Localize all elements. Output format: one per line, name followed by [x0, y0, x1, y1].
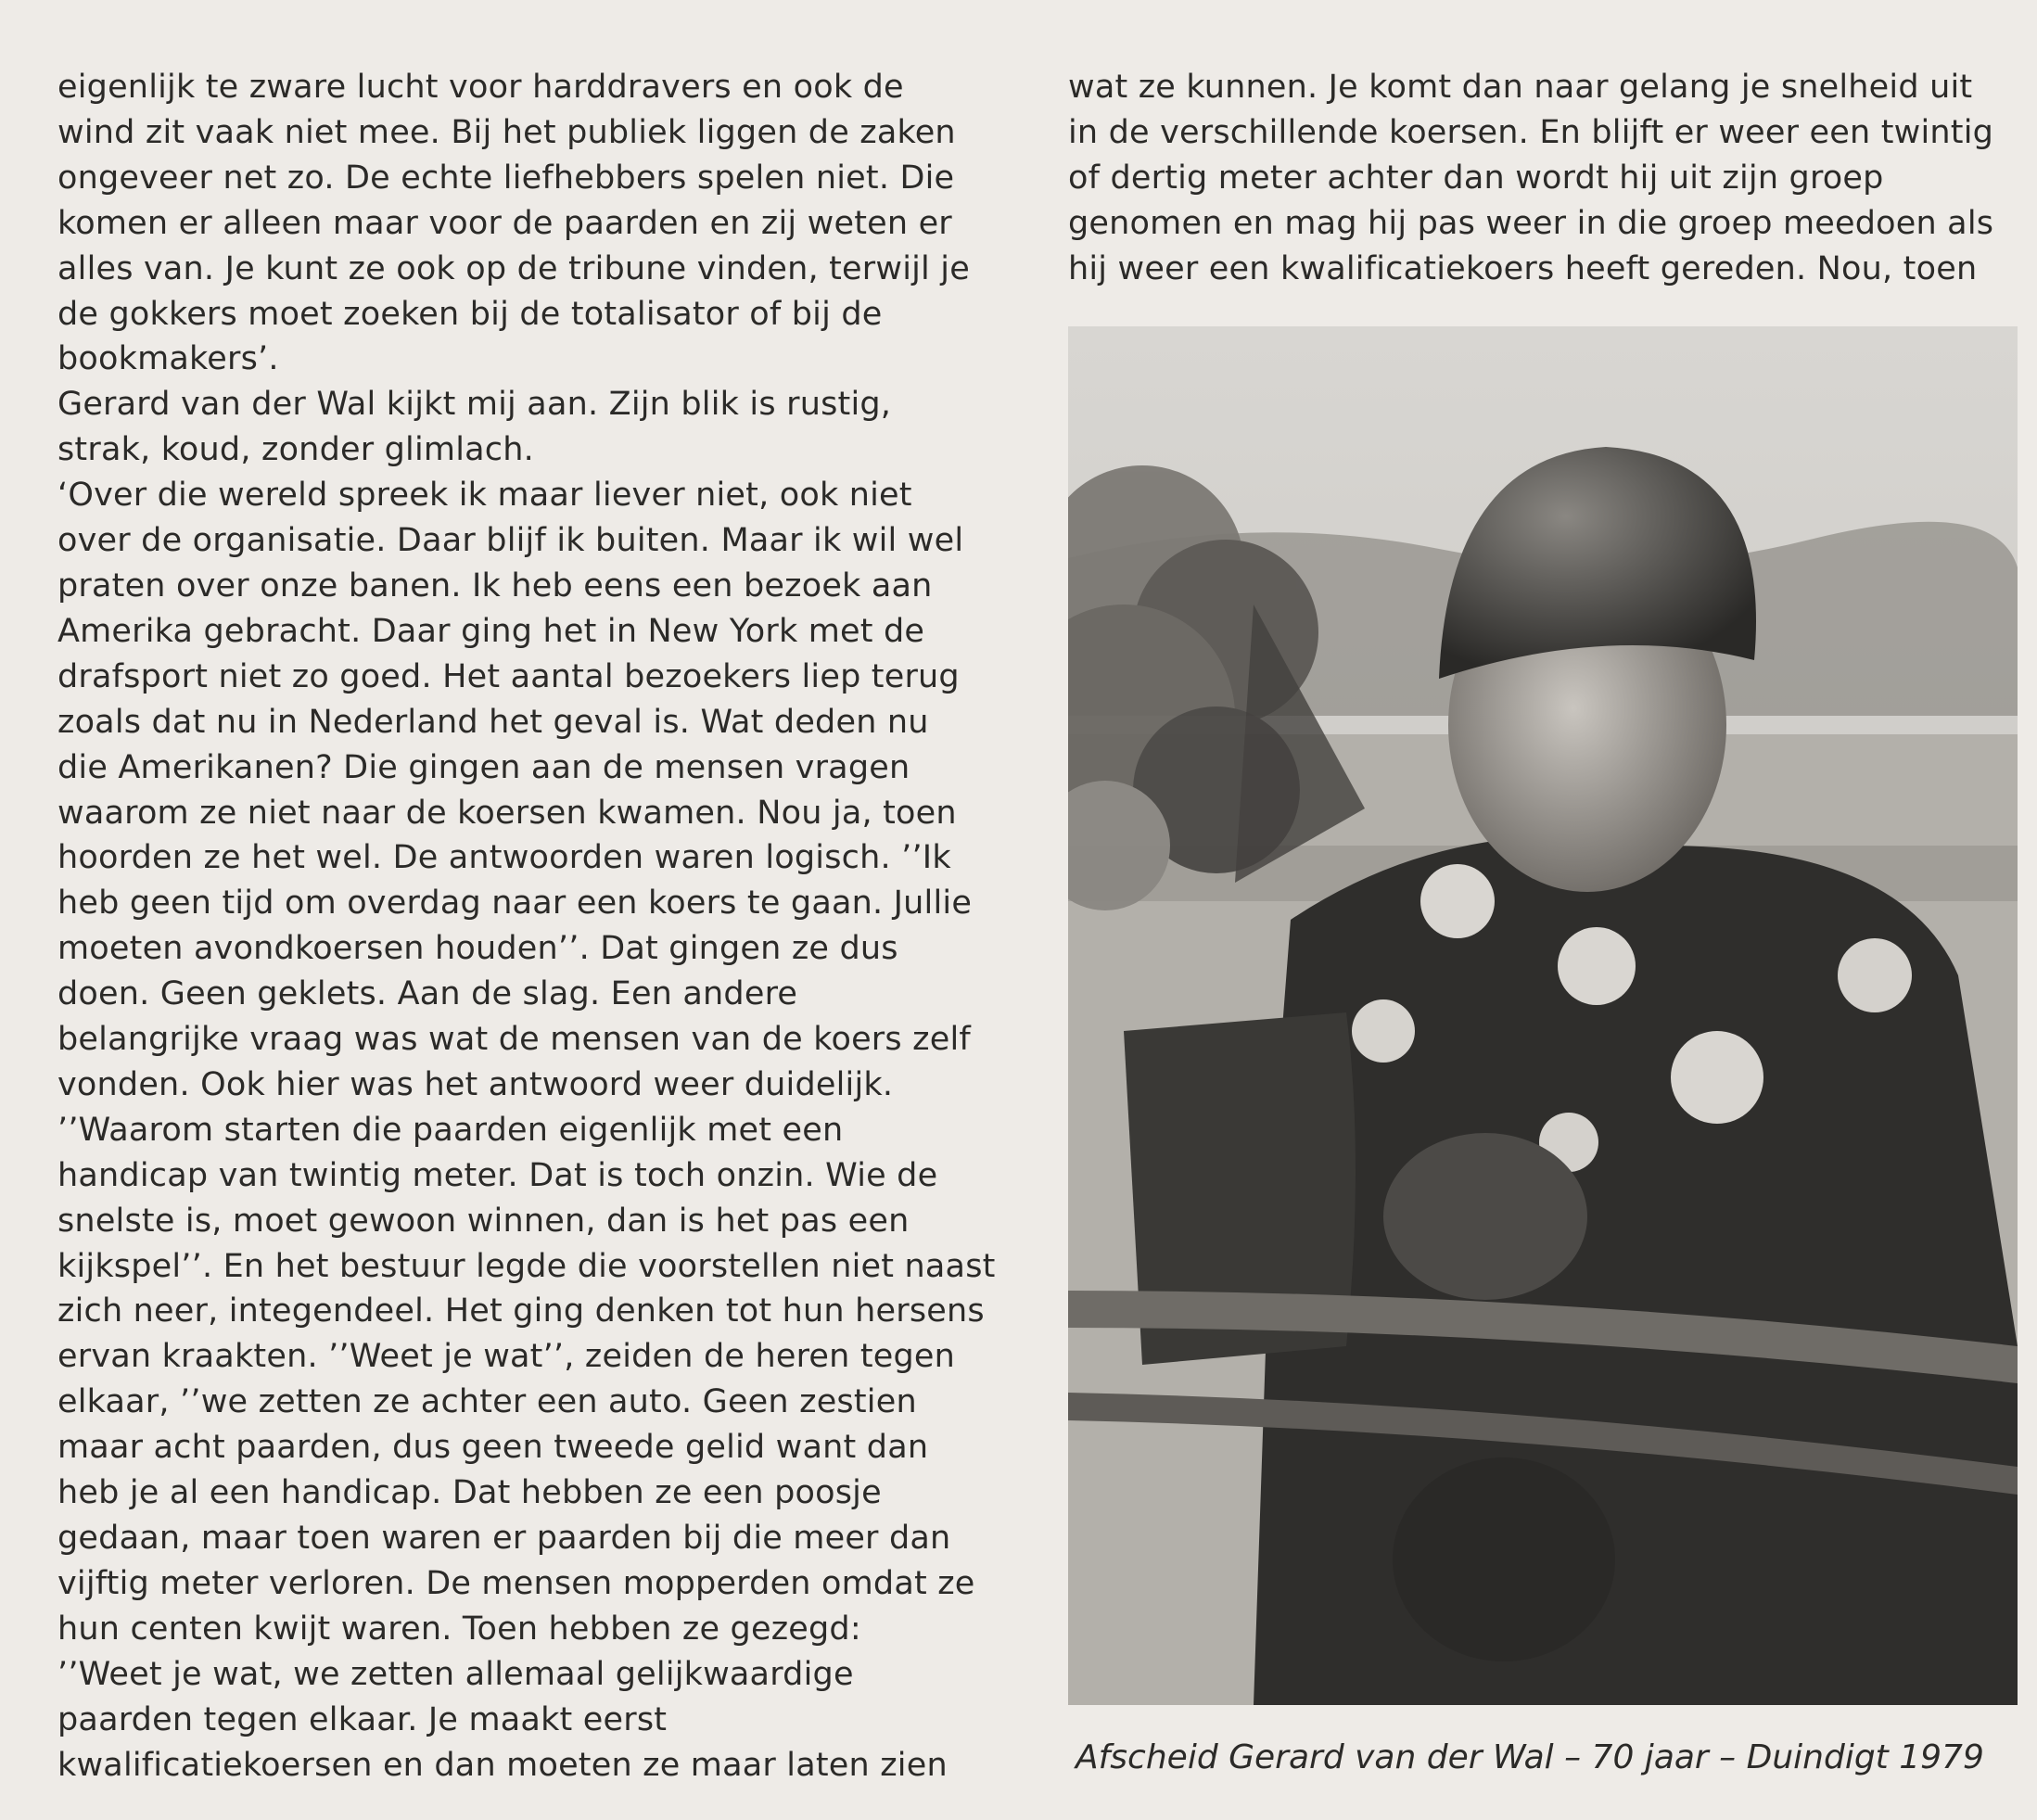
text-line: vonden. Ook hier was het antwoord weer duidelijk. [57, 1065, 894, 1103]
text-line: strak, koud, zonder glimlach. [57, 431, 534, 469]
text-line: zich neer, integendeel. Het ging denken tot hun hersens [57, 1292, 985, 1330]
text-line: waarom ze niet naar de koersen kwamen. Nou ja, toen [57, 794, 957, 832]
text-line: snelste is, moet gewoon winnen, dan is het pas een [57, 1202, 910, 1240]
text-line: heb je al een handicap. Dat hebben ze een poosje [57, 1474, 882, 1512]
text-line: genomen en mag hij pas weer in die groep meedoen als [1068, 204, 1994, 242]
text-line: praten over onze banen. Ik heb eens een bezoek aan [57, 566, 933, 605]
text-line: kwalificatiekoersen en dan moeten ze maar laten zien [57, 1746, 948, 1784]
text-line: handicap van twintig meter. Dat is toch onzin. Wie de [57, 1156, 938, 1194]
text-line: ’’Weet je wat, we zetten allemaal gelijkwaardige [57, 1655, 854, 1693]
text-line: hij weer een kwalificatiekoers heeft gereden. Nou, toen [1068, 249, 1978, 287]
text-line: wind zit vaak niet mee. Bij het publiek liggen de zaken [57, 113, 956, 151]
text-line: die Amerikanen? Die gingen aan de mensen vragen [57, 748, 910, 786]
text-line: of dertig meter achter dan wordt hij uit zijn groep [1068, 159, 1884, 197]
text-line: over de organisatie. Daar blijf ik buiten. Maar ik wil wel [57, 522, 964, 560]
text-line: vijftig meter verloren. De mensen mopperden omdat ze [57, 1564, 975, 1602]
text-line: Gerard van der Wal kijkt mij aan. Zijn blik is rustig, [57, 386, 892, 424]
text-line: moeten avondkoersen houden’’. Dat gingen ze dus [57, 930, 898, 968]
text-line: in de verschillende koersen. En blijft er weer een twintig [1068, 113, 1994, 151]
text-line: hun centen kwijt waren. Toen hebben ze gezegd: [57, 1610, 861, 1648]
text-line: belangrijke vraag was wat de mensen van de koers zelf [57, 1021, 971, 1059]
text-line: alles van. Je kunt ze ook op de tribune vinden, terwijl je [57, 249, 970, 287]
text-line: ervan kraakten. ’’Weet je wat’’, zeiden de heren tegen [57, 1338, 956, 1376]
text-line: maar acht paarden, dus geen tweede gelid want dan [57, 1429, 929, 1467]
text-line: Amerika gebracht. Daar ging het in New York met de [57, 612, 925, 650]
text-line: de gokkers moet zoeken bij de totalisator of bij de [57, 295, 883, 333]
text-line: paarden tegen elkaar. Je maakt eerst [57, 1700, 668, 1738]
text-line: wat ze kunnen. Je komt dan naar gelang je snelheid uit [1068, 69, 1973, 106]
driver-photo [1068, 326, 2018, 1705]
text-line: eigenlijk te zware lucht voor harddravers en ook de [57, 69, 904, 106]
text-line: ‘Over die wereld spreek ik maar liever niet, ook niet [57, 477, 912, 515]
text-line: doen. Geen geklets. Aan de slag. Een andere [57, 975, 798, 1013]
text-line: drafsport niet zo goed. Het aantal bezoekers liep terug [57, 657, 960, 695]
text-line: komen er alleen maar voor de paarden en zij weten er [57, 204, 952, 242]
text-line: hoorden ze het wel. De antwoorden waren logisch. ’’Ik [57, 839, 951, 877]
text-line: gedaan, maar toen waren er paarden bij die meer dan [57, 1520, 951, 1557]
text-line: elkaar, ’’we zetten ze achter een auto. Geen zestien [57, 1383, 917, 1421]
text-line: kijkspel’’. En het bestuur legde die voorstellen niet naast [57, 1247, 996, 1285]
left-text-column [57, 65, 1040, 1788]
text-line: ongeveer net zo. De echte liefhebbers spelen niet. Die [57, 159, 955, 197]
text-line: zoals dat nu in Nederland het geval is. Wat deden nu [57, 703, 929, 741]
photo-caption: Afscheid Gerard van der Wal – 70 jaar – Duindigt 1979 [1076, 1738, 1984, 1776]
text-line: bookmakers’. [57, 340, 279, 378]
right-text-column [1068, 65, 2023, 292]
text-line: ’’Waarom starten die paarden eigenlijk met een [57, 1111, 844, 1149]
text-line: heb geen tijd om overdag naar een koers te gaan. Jullie [57, 885, 973, 923]
